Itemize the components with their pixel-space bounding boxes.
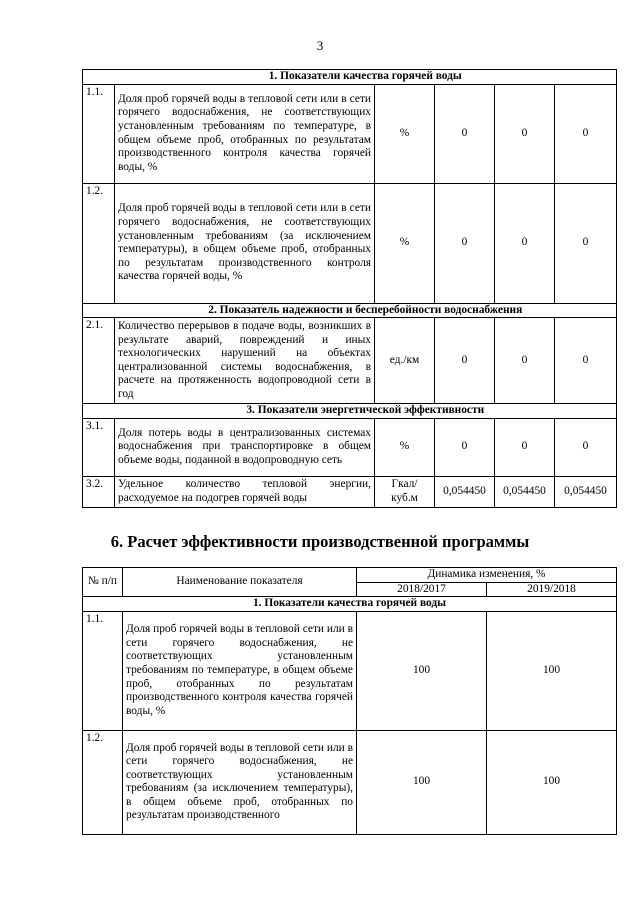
row-value: 0,054450 [495, 476, 555, 507]
row-number: 1.1. [83, 611, 123, 730]
row-number: 2.1. [83, 318, 115, 404]
table-row [83, 476, 617, 507]
row-value: 0,054450 [555, 476, 617, 507]
row-number: 1.2. [83, 183, 115, 303]
row-value: 0 [435, 418, 495, 476]
row-text: Удельное количество тепловой энергии, расходуемое на подогрев горячей воды [115, 476, 375, 507]
section-title: 3. Показатели энергетической эффективности [115, 404, 617, 419]
row-text: Количество перерывов в подаче воды, возникших в результате аварий, повреждений и иных технологических нарушений на объектах централизованной системы водоснабжения, в расчете на протяженность водопроводной сети в год [115, 318, 375, 404]
table-row [83, 84, 617, 183]
row-value: 100 [487, 611, 617, 730]
row-value: 0,054450 [435, 476, 495, 507]
table-row [83, 418, 617, 476]
row-unit: % [375, 84, 435, 183]
row-text: Доля проб горячей воды в тепловой сети или в сети горячего водоснабжения, не соответствующих установленным требованиям по температуре, в общем объеме проб, отобранных по результатам производственного контроля качества горячей воды, % [123, 611, 357, 730]
row-number: 3.2. [83, 476, 115, 507]
page-number: 3 [316, 38, 324, 53]
row-value: 0 [495, 183, 555, 303]
table-row [83, 318, 617, 404]
header-row [83, 568, 617, 583]
row-text: Доля проб горячей воды в тепловой сети или в сети горячего водоснабжения, не соответствующих установленным требованиям (за исключением температуры), в общем объеме проб, отобранных по результатам производственного [123, 730, 357, 834]
row-value: 0 [555, 84, 617, 183]
section-header [83, 70, 617, 85]
row-value: 0 [435, 318, 495, 404]
efficiency-table [82, 567, 617, 835]
row-text: Доля потерь воды в централизованных системах водоснабжения при транспортировке в общем объеме воды, поданной в водопроводную сеть [115, 418, 375, 476]
table-row [83, 611, 617, 730]
table-row [83, 183, 617, 303]
row-number: 3.1. [83, 418, 115, 476]
row-value: 0 [495, 318, 555, 404]
row-unit: % [375, 183, 435, 303]
row-value: 0 [435, 183, 495, 303]
row-value: 0 [555, 418, 617, 476]
indicators-table [82, 69, 617, 508]
row-value: 0 [495, 418, 555, 476]
row-value: 0 [555, 183, 617, 303]
row-value: 0 [435, 84, 495, 183]
row-value: 100 [487, 730, 617, 834]
section-title: 1. Показатели качества горячей воды [83, 597, 617, 612]
row-value: 0 [555, 318, 617, 404]
row-unit: ед./км [375, 318, 435, 404]
col-year-header: 2019/2018 [487, 582, 617, 597]
table-row [83, 730, 617, 834]
row-text: Доля проб горячей воды в тепловой сети или в сети горячего водоснабжения, не соответствующих установленным требованиям (за исключением температуры), в общем объеме проб, отобранных по результатам производственного контроля качества горячей воды, % [115, 183, 375, 303]
col-year-header: 2018/2017 [357, 582, 487, 597]
col-name-header: Наименование показателя [123, 568, 357, 597]
row-unit: Гкал/ куб.м [375, 476, 435, 507]
section-header [83, 404, 617, 419]
row-number: 1.1. [83, 84, 115, 183]
col-dynamics-header: Динамика изменения, % [357, 568, 617, 583]
row-unit: % [375, 418, 435, 476]
section-heading: 6. Расчет эффективности производственной программы [110, 532, 530, 551]
row-text: Доля проб горячей воды в тепловой сети или в сети горячего водоснабжения, не соответствующих установленным требованиям по температуре, в общем объеме проб, отобранных по результатам производственного контроля качества горячей воды, % [115, 84, 375, 183]
row-value: 0 [495, 84, 555, 183]
section-header [83, 597, 617, 612]
row-value: 100 [357, 730, 487, 834]
section-header [83, 303, 617, 318]
section-title: 1. Показатели качества горячей воды [115, 70, 617, 85]
section-title: 2. Показатель надежности и бесперебойности водоснабжения [115, 303, 617, 318]
col-number-header: № п/п [83, 568, 123, 597]
row-value: 100 [357, 611, 487, 730]
row-number: 1.2. [83, 730, 123, 834]
